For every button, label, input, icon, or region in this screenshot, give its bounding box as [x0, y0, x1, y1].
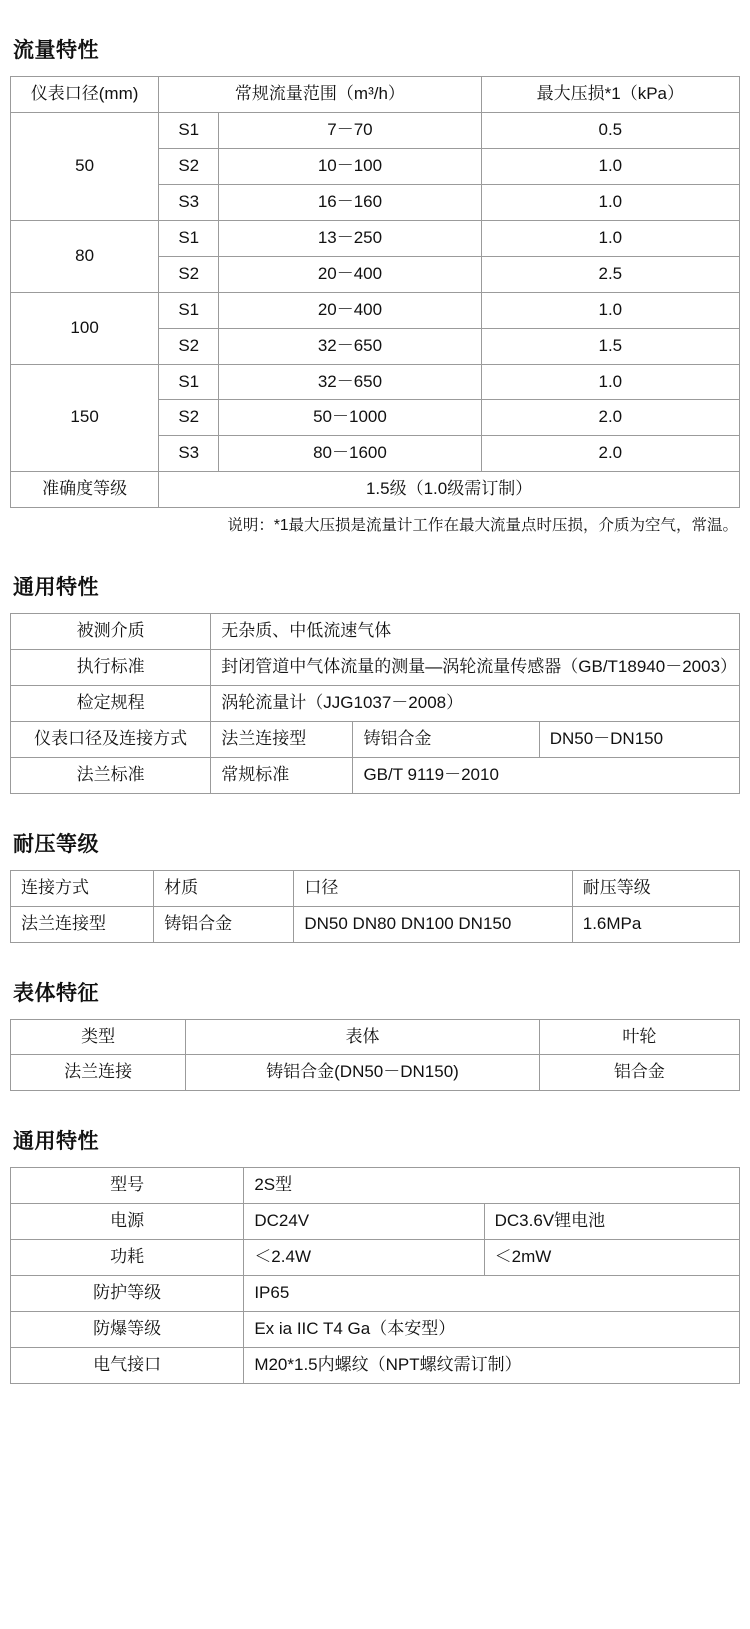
- cell-loss: 1.0: [481, 364, 739, 400]
- cell-range: 13－250: [219, 220, 481, 256]
- row-value-power-consumption-1: ＜2.4W: [244, 1240, 484, 1276]
- header-material: 材质: [154, 870, 294, 906]
- cell-loss: 0.5: [481, 112, 739, 148]
- cell-type: 法兰连接: [11, 1055, 186, 1091]
- cell-flange-type: 常规标准: [211, 757, 353, 793]
- row-value-verification: 涡轮流量计（JJG1037－2008）: [211, 685, 740, 721]
- general-characteristics-table-2: [10, 1167, 740, 1384]
- cell-caliber-50: 50: [11, 112, 159, 220]
- section-pressure-rating: [10, 828, 740, 943]
- section-title-flow: 流量特性: [13, 39, 99, 62]
- row-label-power-consumption: 功耗: [11, 1240, 244, 1276]
- flow-table-note: 说明：*1最大压损是流量计工作在最大流量点时压损，介质为空气，常温。: [227, 517, 738, 535]
- row-value-medium: 无杂质、中低流速气体: [211, 613, 740, 649]
- row-value-protection-rating: IP65: [244, 1276, 740, 1312]
- table-row: [11, 1348, 740, 1384]
- header-impeller: 叶轮: [539, 1019, 739, 1055]
- cell-material: 铸铝合金: [154, 906, 294, 942]
- row-value-electrical-interface: M20*1.5内螺纹（NPT螺纹需订制）: [244, 1348, 740, 1384]
- cell-grade: S3: [159, 184, 219, 220]
- row-label-flange-standard: 法兰标准: [11, 757, 211, 793]
- table-header-row: [11, 870, 740, 906]
- section-title-general-1: 通用特性: [13, 575, 99, 599]
- row-label-medium: 被测介质: [11, 613, 211, 649]
- row-label-caliber-connection: 仪表口径及连接方式: [11, 721, 211, 757]
- section-flow-characteristics: [10, 34, 740, 537]
- table-row: [11, 721, 740, 757]
- header-connection-type: 连接方式: [11, 870, 154, 906]
- row-label-model: 型号: [11, 1168, 244, 1204]
- cell-range: 7－70: [219, 112, 481, 148]
- table-header-row: [11, 1019, 740, 1055]
- table-header-row: [11, 77, 740, 113]
- cell-grade: S1: [159, 364, 219, 400]
- cell-grade: S2: [159, 148, 219, 184]
- section-title-pressure: 耐压等级: [13, 832, 99, 856]
- cell-range: 80－1600: [219, 436, 481, 472]
- cell-loss: 1.0: [481, 220, 739, 256]
- cell-range: 10－100: [219, 148, 481, 184]
- table-row: [11, 649, 740, 685]
- table-row: [11, 1204, 740, 1240]
- row-label-power-supply: 电源: [11, 1204, 244, 1240]
- accuracy-value: 1.5级（1.0级需订制）: [159, 472, 740, 508]
- cell-loss: 1.0: [481, 292, 739, 328]
- row-label-standard: 执行标准: [11, 649, 211, 685]
- cell-loss: 2.5: [481, 256, 739, 292]
- table-row: [11, 1240, 740, 1276]
- cell-grade: S2: [159, 256, 219, 292]
- accuracy-label: 准确度等级: [11, 472, 159, 508]
- table-row: [11, 112, 740, 148]
- header-pressure-loss: 最大压损*1（kPa）: [481, 77, 739, 113]
- header-pressure-rating: 耐压等级: [572, 870, 739, 906]
- table-row: [11, 1312, 740, 1348]
- table-row: [11, 1168, 740, 1204]
- table-row: [11, 292, 740, 328]
- row-label-protection-rating: 防护等级: [11, 1276, 244, 1312]
- row-value-standard: 封闭管道中气体流量的测量—涡轮流量传感器（GB/T18940－2003）: [211, 649, 740, 685]
- cell-grade: S2: [159, 328, 219, 364]
- cell-material: 铸铝合金: [353, 721, 539, 757]
- cell-range: 20－400: [219, 256, 481, 292]
- row-value-power-supply-1: DC24V: [244, 1204, 484, 1240]
- cell-grade: S3: [159, 436, 219, 472]
- table-row: [11, 1055, 740, 1091]
- general-characteristics-table: [10, 613, 740, 794]
- section-title-general-2: 通用特性: [13, 1130, 99, 1154]
- row-value-explosion-rating: Ex ia IIC T4 Ga（本安型）: [244, 1312, 740, 1348]
- section-general-characteristics-1: [10, 571, 740, 794]
- table-row: [11, 906, 740, 942]
- row-value-power-consumption-2: ＜2mW: [484, 1240, 739, 1276]
- cell-grade: S1: [159, 112, 219, 148]
- cell-caliber-range: DN50－DN150: [539, 721, 739, 757]
- pressure-rating-table: [10, 870, 740, 943]
- cell-loss: 2.0: [481, 436, 739, 472]
- cell-range: 32－650: [219, 328, 481, 364]
- header-body: 表体: [186, 1019, 539, 1055]
- cell-loss: 1.0: [481, 148, 739, 184]
- header-type: 类型: [11, 1019, 186, 1055]
- cell-caliber-100: 100: [11, 292, 159, 364]
- header-caliber: 仪表口径(mm): [11, 77, 159, 113]
- cell-body: 铸铝合金(DN50－DN150): [186, 1055, 539, 1091]
- cell-loss: 2.0: [481, 400, 739, 436]
- table-row: [11, 1276, 740, 1312]
- row-value-model: 2S型: [244, 1168, 740, 1204]
- cell-pressure-rating: 1.6MPa: [572, 906, 739, 942]
- cell-range: 50－1000: [219, 400, 481, 436]
- cell-range: 20－400: [219, 292, 481, 328]
- cell-caliber: DN50 DN80 DN100 DN150: [294, 906, 572, 942]
- cell-range: 16－160: [219, 184, 481, 220]
- cell-flange-code: GB/T 9119－2010: [353, 757, 740, 793]
- table-row: [11, 685, 740, 721]
- cell-impeller: 铝合金: [539, 1055, 739, 1091]
- body-features-table: [10, 1019, 740, 1092]
- cell-connection-type: 法兰连接型: [11, 906, 154, 942]
- header-caliber: 口径: [294, 870, 572, 906]
- section-body-features: [10, 977, 740, 1092]
- cell-loss: 1.5: [481, 328, 739, 364]
- flow-characteristics-table: [10, 76, 740, 508]
- cell-grade: S1: [159, 292, 219, 328]
- table-row: [11, 613, 740, 649]
- section-title-body: 表体特征: [13, 981, 99, 1005]
- row-value-power-supply-2: DC3.6V锂电池: [484, 1204, 739, 1240]
- row-label-electrical-interface: 电气接口: [11, 1348, 244, 1384]
- table-row: [11, 757, 740, 793]
- cell-caliber-80: 80: [11, 220, 159, 292]
- cell-caliber-150: 150: [11, 364, 159, 472]
- table-row: [11, 220, 740, 256]
- cell-connection-type: 法兰连接型: [211, 721, 353, 757]
- cell-grade: S1: [159, 220, 219, 256]
- section-general-characteristics-2: [10, 1125, 740, 1384]
- header-range: 常规流量范围（m³/h）: [159, 77, 481, 113]
- row-label-verification: 检定规程: [11, 685, 211, 721]
- table-row: [11, 364, 740, 400]
- row-label-explosion-rating: 防爆等级: [11, 1312, 244, 1348]
- cell-loss: 1.0: [481, 184, 739, 220]
- cell-grade: S2: [159, 400, 219, 436]
- cell-range: 32－650: [219, 364, 481, 400]
- accuracy-row: [11, 472, 740, 508]
